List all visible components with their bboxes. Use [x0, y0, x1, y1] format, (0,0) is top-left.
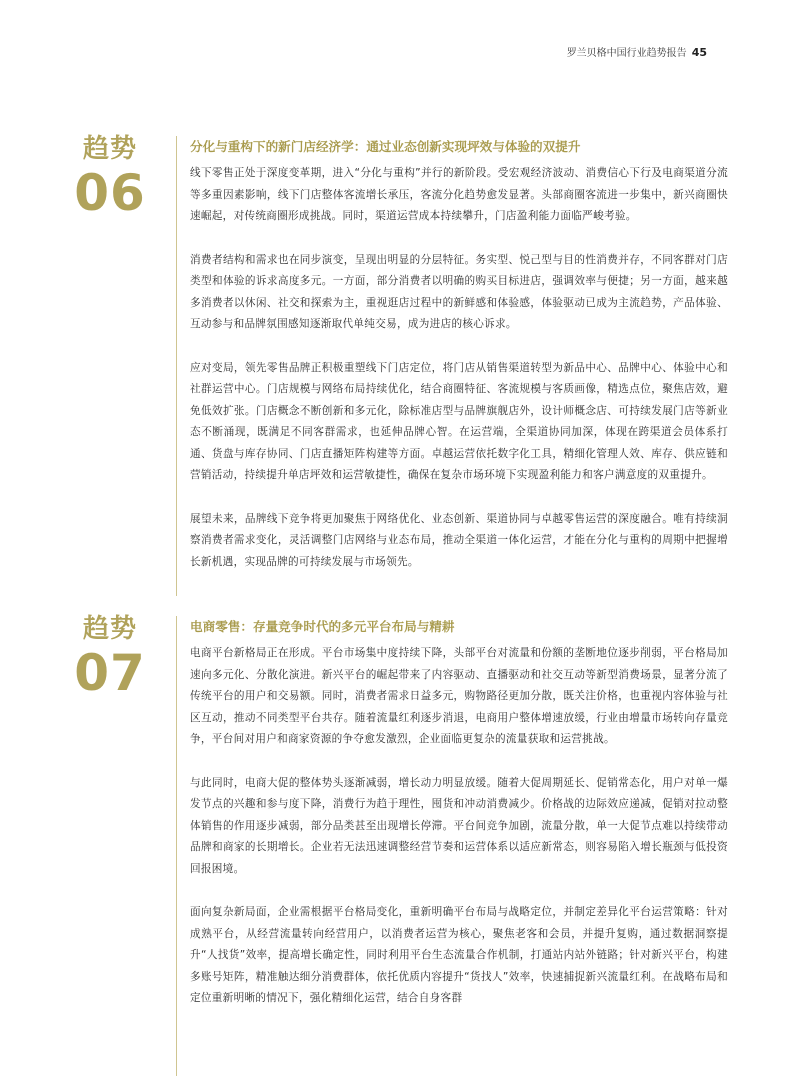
trend-number: 06: [74, 164, 146, 222]
section-divider-line: [176, 616, 177, 1076]
trend-word: 趋势: [82, 614, 137, 644]
paragraph: 电商平台新格局正在形成。平台市场集中度持续下降，头部平台对流量和份额的垄断地位逐步削弱，平台格局加速向多元化、分散化演进。新兴平台的崛起带来了内容驱动、直播驱动和社交互动等新型消费场景，显著分流了传统平台的用户和交易额。同时，消费者需求日益多元，购物路径更加分散，既关注价格，也重视内容体验与社区互动，推动不同类型平台共存。随着流量红利逐步消退，电商用户整体增速放缓，行业由增量市场转向存量竞争，平台间对用户和商家资源的争夺愈发激烈，企业面临更复杂的流量获取和运营挑战。: [190, 647, 728, 745]
trend-06-label: [60, 134, 160, 222]
page-header: [567, 44, 707, 59]
paragraph: 消费者结构和需求也在同步演变，呈现出明显的分层特征。务实型、悦己型与目的性消费并存，不同客群对门店类型和体验的诉求高度多元。一方面，部分消费者以明确的购买目标进店，强调效率与便捷；另一方面，越来越多消费者以休闲、社交和探索为主，重视逛店过程中的新鲜感和体验感，体验驱动已成为主流趋势，产品体验、互动参与和品牌氛围感知逐渐取代单纯交易，成为进店的核心诉求。: [190, 253, 728, 330]
trend-word: 趋势: [82, 134, 137, 164]
section-title: 分化与重构下的新门店经济学：通过业态创新实现坪效与体验的双提升: [190, 139, 581, 154]
paragraph: 与此同时，电商大促的整体势头逐渐减弱，增长动力明显放缓。随着大促周期延长、促销常态化，用户对单一爆发节点的兴趣和参与度下降，消费行为趋于理性，囤货和冲动消费减少。价格战的边际效应递减，促销对拉动整体销售的作用逐步减弱，部分品类甚至出现增长停滞。平台间竞争加剧，流量分散，单一大促节点难以持续带动品牌和商家的长期增长。企业若无法迅速调整经营节奏和运营体系以适应新常态，则容易陷入增长瓶颈与低投资回报困境。: [190, 776, 728, 875]
report-title: 罗兰贝格中国行业趋势报告: [566, 48, 687, 59]
paragraph: 应对变局，领先零售品牌正积极重塑线下门店定位，将门店从销售渠道转型为新品中心、品牌中心、体验中心和社群运营中心。门店规模与网络布局持续优化，结合商圈特征、客流规模与客质画像，精选点位，聚焦店效，避免低效扩张。门店概念不断创新和多元化，除标准店型与品牌旗舰店外，设计师概念店、可持续发展门店等新业态不断涌现，既满足不同客群需求，也延伸品牌心智。在运营端，全渠道协同加深，体现在跨渠道会员体系打通、货盘与库存协同、门店直播矩阵构建等方面。卓越运营依托数字化工具，精细化管理人效、库存、供应链和营销活动，持续提升单店坪效和运营敏捷性，确保在复杂市场环境下实现盈利能力和客户满意度的双重提升。: [190, 361, 728, 481]
trend-07-content: [190, 616, 728, 1032]
page-number: 45: [691, 46, 707, 59]
section-title: 电商零售：存量竞争时代的多元平台布局与精耕: [190, 619, 455, 634]
trend-07-label: [60, 614, 160, 702]
paragraph: 面向复杂新局面，企业需根据平台格局变化，重新明确平台布局与战略定位，并制定差异化平台运营策略：针对成熟平台，从经营流量转向经营用户，以消费者运营为核心，聚焦老客和会员，并提升复购，通过数据洞察提升“人找货”效率，提高增长确定性，同时利用平台生态流量合作机制，打通站内站外链路；针对新兴平台，构建多账号矩阵，精准触达细分消费群体，依托优质内容提升“货找人”效率，快速捕捉新兴流量红利。在战略布局和定位重新明晰的情况下，强化精细化运营，结合自身客群: [190, 906, 728, 1004]
trend-number: 07: [74, 644, 146, 702]
paragraph: 展望未来，品牌线下竞争将更加聚焦于网络优化、业态创新、渠道协同与卓越零售运营的深度融合。唯有持续洞察消费者需求变化，灵活调整门店网络与业态布局，推动全渠道一体化运营，才能在分化与重构的周期中把握增长新机遇，实现品牌的可持续发展与市场领先。: [190, 512, 728, 568]
paragraph: 线下零售正处于深度变革期，进入“分化与重构”并行的新阶段。受宏观经济波动、消费信心下行及电商渠道分流等多重因素影响，线下门店整体客流增长承压，客流分化趋势愈发显著。头部商圈客流进一步集中，新兴商圈快速崛起，对传统商圈形成挑战。同时，渠道运营成本持续攀升，门店盈利能力面临严峻考验。: [190, 167, 728, 222]
section-divider-line: [176, 136, 177, 596]
trend-06-content: [190, 136, 728, 595]
